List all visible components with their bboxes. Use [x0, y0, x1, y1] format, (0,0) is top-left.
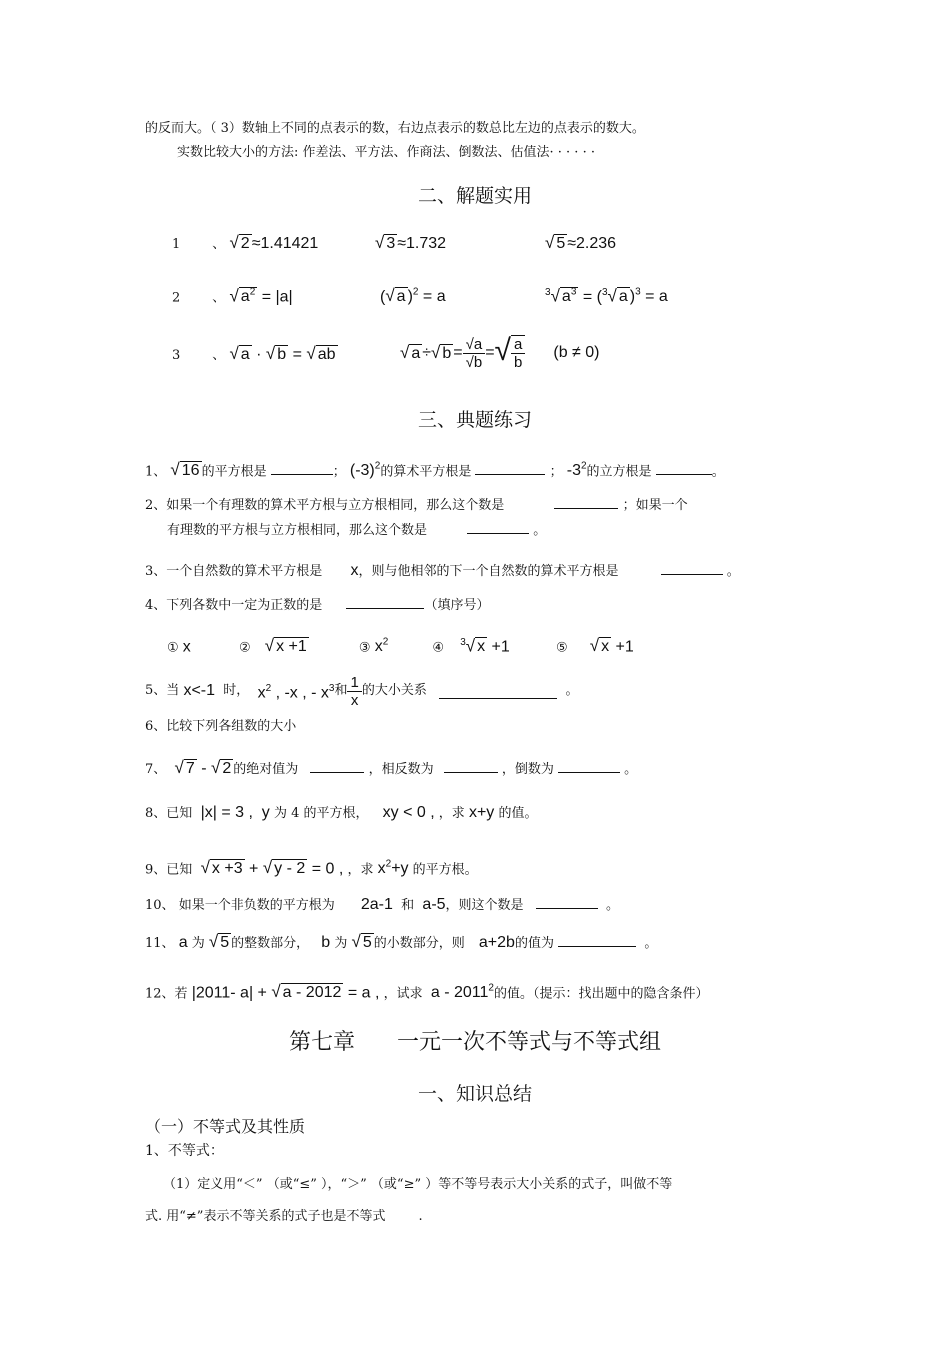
section-3-title: 三、典题练习 — [417, 409, 532, 431]
row-number: 3 — [172, 348, 181, 363]
row-sep: 、 — [212, 348, 226, 363]
row-sep: 、 — [212, 290, 226, 306]
formula-cube-root: $^3$√ $a^3 = (^3√$ a )$^3$ = a — [545, 286, 668, 306]
item-1-heading: 1、不等式： — [145, 1143, 224, 1159]
answer-blank[interactable] — [444, 758, 498, 773]
answer-blank[interactable] — [346, 594, 424, 609]
question-9: 9、已知 √ x +3 + √ y - 2 = 0 , ，求 $x^2+y$ 的平方根。 — [145, 858, 478, 878]
answer-blank[interactable] — [271, 460, 333, 475]
formula-sqrt-3 — [375, 234, 446, 254]
row-number: 1 — [172, 237, 181, 252]
question-2-line-2: 有理数的平方根与立方根相同，那么这个数是 。 — [167, 519, 546, 540]
chapter-7-title: 第七章 一元一次不等式与不等式组 — [289, 1030, 661, 1055]
part-1-heading: （一）不等式及其性质 — [145, 1117, 306, 1136]
question-10: 10、 如果一个非负数的平方根为 2a-1 和 a-5，则这个数是 。 — [145, 896, 619, 913]
question-12: 12、若 |2011- a| + √ a - 2012 = a , ，试求 a - 2011$^2$的值。（提示：找出题中的隐含条件） — [145, 982, 709, 1002]
approx-sqrt-2: ≈1.41421 — [251, 235, 319, 252]
answer-blank[interactable] — [467, 519, 529, 534]
sqrt-2: √ 2 — [229, 233, 250, 252]
definition-line-1: （1）定义用“＜” （或“≤” ），“＞” （或“≥” ）等不等号表示大小关系的式子，叫做不等 — [163, 1177, 673, 1192]
sqrt-a-squared: √ $a^2$ — [229, 286, 256, 306]
fraction-1-over-x: $\frac{1}{x}$ — [347, 674, 361, 709]
formula-sqrt-5 — [545, 234, 616, 254]
intro-line-1: 的反而大。（ 3）数轴上不同的点表示的数，右边点表示的数总比左边的点表示的数大。 — [145, 121, 645, 136]
answer-blank[interactable] — [439, 684, 557, 699]
approx-sqrt-5: ≈2.236 — [567, 235, 617, 252]
row-number: 2 — [172, 290, 181, 306]
answer-blank[interactable] — [558, 758, 620, 773]
question-5: 5、 当 x<-1 时， $x^2$ , -x , - $x^3$ 和 $\frac{1}{x}$ 的大小关系 。 — [145, 673, 579, 709]
definition-line-2: 式. 用“≠”表示不等关系的式子也是不等式 . — [145, 1209, 423, 1224]
formula-row-3: 3 、 √ a · √ b = √ ab — [172, 344, 336, 363]
condition-b-nonzero: (b ≠ 0) — [553, 344, 600, 361]
question-4-options: ① x ② √ x +1 ③ $x^2$ ④ $^3$√ x +1 ⑤ √ x +1 — [167, 636, 634, 656]
answer-blank[interactable] — [656, 460, 712, 475]
sqrt-5: √ 5 — [545, 233, 566, 252]
question-4: 4、下列各数中一定为正数的是 （填序号） — [145, 594, 489, 615]
formula-sqrt-a-squared-2: (√ a )$^2$ = a — [380, 286, 446, 306]
row-sep: 、 — [212, 237, 226, 252]
question-7: 7、 √ 7 - √ 2 的绝对值为 ，相反数为 ，倒数为 。 — [145, 758, 638, 777]
question-3: 3、一个自然数的算术平方根是 x，则与他相邻的下一个自然数的算术平方根是 。 — [145, 562, 740, 579]
answer-blank[interactable] — [475, 460, 545, 475]
fraction-sqrt-a-over-sqrt-b: $\frac{√a}{√b}$ — [463, 336, 486, 371]
question-11: 11、 a 为 √ 5 的整数部分， b 为 √ 5 的小数部分，则 a+2b的值为 。 — [145, 932, 658, 951]
answer-blank[interactable] — [558, 932, 636, 947]
intro-line-2: 实数比较大小的方法: 作差法、平方法、作商法、倒数法、估值法· · · · · · — [177, 145, 595, 160]
question-6: 6、比较下列各组数的大小 — [145, 719, 297, 734]
section-2-title: 二、解题实用 — [417, 185, 532, 207]
formula-row-2: 2 、 √ $a^2 = |a|$ — [172, 284, 293, 307]
question-8: 8、已知 |x| = 3 , y 为 4 的平方根， xy < 0 , ，求 x+y 的值。 — [145, 804, 538, 821]
answer-blank[interactable] — [310, 758, 364, 773]
answer-blank[interactable] — [661, 560, 723, 575]
formula-row-1 — [172, 234, 318, 254]
question-2-line-1: 2、如果一个有理数的算术平方根与立方根相同，那么这个数是 ；如果一个 — [145, 494, 688, 515]
formula-division: √ a ÷ √ b = $\frac{√a}{√b}$ = √ $\frac{a}{b}$ (b ≠ 0) — [400, 333, 600, 371]
answer-blank[interactable] — [536, 894, 598, 909]
chapter-7-subtitle: 一、知识总结 — [417, 1083, 532, 1105]
question-1: 1、 √ 16 的平方根是 ； $(-3)^2$的算术平方根是 ； $-3^2$的立方根是 。 — [145, 460, 725, 480]
fraction-a-over-b: $\frac{a}{b}$ — [511, 335, 525, 371]
approx-sqrt-3: ≈1.732 — [397, 235, 447, 252]
answer-blank[interactable] — [554, 494, 618, 509]
sqrt-3: √ 3 — [375, 233, 396, 252]
